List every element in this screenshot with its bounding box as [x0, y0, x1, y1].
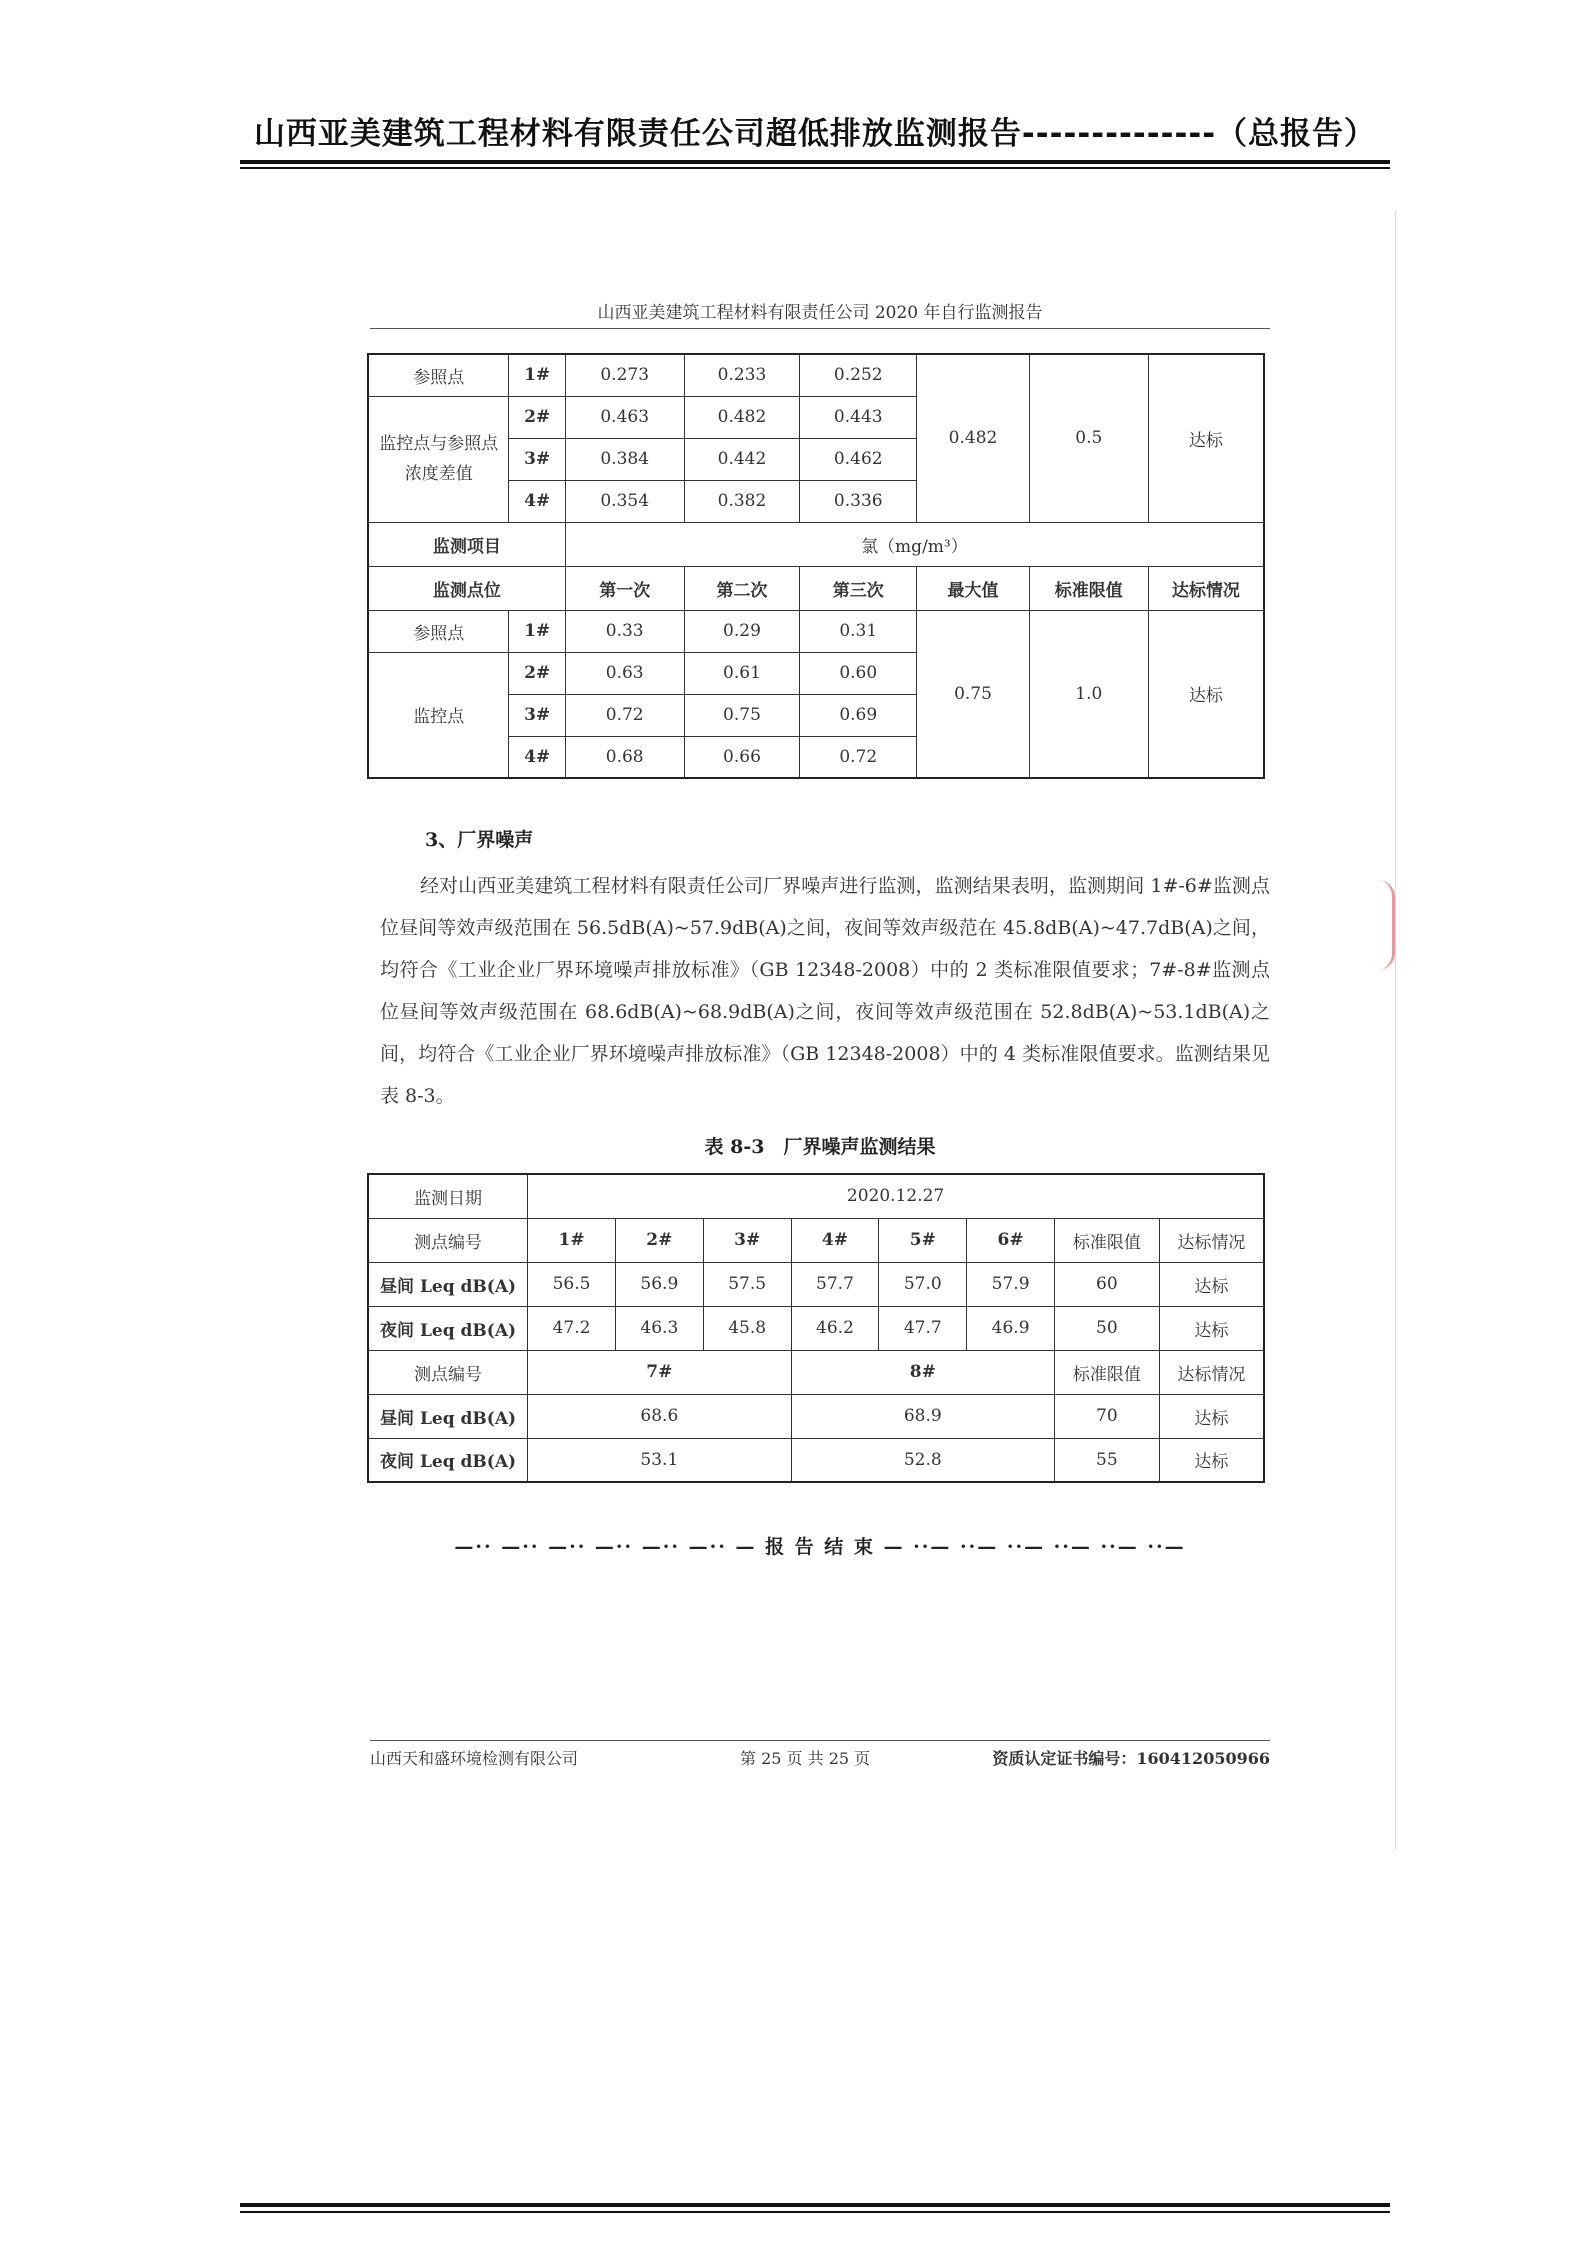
table-cell: 0.354 — [565, 480, 684, 522]
table-cell: 0.75 — [684, 694, 800, 736]
limit-value: 55 — [1055, 1438, 1160, 1482]
footer-company: 山西天和盛环境检测有限公司 — [370, 1749, 579, 1768]
bottom-rule-thin — [240, 2211, 1390, 2213]
noise-table — [367, 1173, 1265, 1483]
ref-point-label: 参照点 — [368, 610, 509, 652]
table-cell: 68.6 — [528, 1394, 791, 1438]
paragraph-text: 经对山西亚美建筑工程材料有限责任公司厂界噪声进行监测，监测结果表明，监测期间 1#-6#监测点位昼间等效声级范围在 56.5dB(A)~57.9dB(A)之间，夜间等效声级范在 45.8dB(A)~47.7dB(A)之间，均符合《工业企业厂界环境噪声排放标准》（GB 12348-2008）中的 2 类标准限值要求；7#-8#监测点位昼间等效声级范围在 68.6dB(A)~68.9dB(A)之间，夜间等效声级范围在 52.8dB(A)~53.1dB(A)之间，均符合《工业企业厂界环境噪声排放标准》（GB 12348-2008）中的 4 类标准限值要求。监测结果见表 8-3。 — [380, 875, 1270, 1107]
table-cell: 0.482 — [684, 396, 800, 438]
point-id: 2# — [615, 1218, 703, 1262]
table-caption: 表 8-3 厂界噪声监测结果 — [704, 1136, 936, 1158]
limit-label: 标准限值 — [1055, 1350, 1160, 1394]
status-value: 达标 — [1159, 1262, 1264, 1306]
ref-point-id: 1# — [509, 354, 565, 396]
limit-value: 1.0 — [1029, 610, 1148, 778]
date-value: 2020.12.27 — [528, 1174, 1264, 1218]
point-id: 4# — [791, 1218, 879, 1262]
table-cell: 0.72 — [800, 736, 917, 778]
section-title: 3、厂界噪声 — [425, 829, 534, 851]
table-cell: 0.233 — [684, 354, 800, 396]
day-label: 昼间 Leq dB(A) — [368, 1394, 528, 1438]
item-label: 监测项目 — [368, 522, 565, 566]
point-id: 6# — [967, 1218, 1055, 1262]
point-id: 3# — [509, 694, 565, 736]
table-cell: 56.5 — [528, 1262, 616, 1306]
point-id: 4# — [509, 736, 565, 778]
point-id: 2# — [509, 396, 565, 438]
inner-report-header: 山西亚美建筑工程材料有限责任公司 2020 年自行监测报告 — [597, 303, 1043, 323]
status-value: 达标 — [1159, 1394, 1264, 1438]
table-cell: 0.63 — [565, 652, 684, 694]
table-cell: 68.9 — [791, 1394, 1054, 1438]
status-value: 达标 — [1148, 610, 1264, 778]
point-label: 测点编号 — [368, 1350, 528, 1394]
limit-value: 60 — [1055, 1262, 1160, 1306]
table-cell: 46.3 — [615, 1306, 703, 1350]
status-label: 达标情况 — [1159, 1218, 1264, 1262]
table-cell: 0.336 — [800, 480, 917, 522]
point-id: 4# — [509, 480, 565, 522]
table-cell: 0.442 — [684, 438, 800, 480]
status-value: 达标 — [1159, 1306, 1264, 1350]
col-header: 最大值 — [917, 566, 1030, 610]
table-cell: 47.7 — [879, 1306, 967, 1350]
scan-page-edge — [1395, 210, 1396, 1850]
table-cell: 45.8 — [703, 1306, 791, 1350]
table-cell: 0.273 — [565, 354, 684, 396]
emission-table — [367, 353, 1265, 779]
report-end-line: —·· —·· —·· —·· —·· —·· — 报 告 结 束 — ··— ··— ··— ··— ··— ··— — [454, 1536, 1186, 1558]
table-cell: 57.7 — [791, 1262, 879, 1306]
point-id: 3# — [509, 438, 565, 480]
limit-value: 50 — [1055, 1306, 1160, 1350]
ref-point-id: 1# — [509, 610, 565, 652]
table-cell: 0.463 — [565, 396, 684, 438]
table-cell: 46.2 — [791, 1306, 879, 1350]
limit-value: 0.5 — [1029, 354, 1148, 522]
stamp-fragment — [1378, 880, 1395, 970]
table-cell: 0.31 — [800, 610, 917, 652]
table-cell: 56.9 — [615, 1262, 703, 1306]
table-cell: 0.69 — [800, 694, 917, 736]
header-rule-thin — [240, 167, 1390, 169]
bottom-rule-thick — [240, 2203, 1390, 2207]
point-id: 3# — [703, 1218, 791, 1262]
col-header: 监测点位 — [368, 566, 565, 610]
item-value: 氯（mg/m³） — [565, 522, 1264, 566]
footer-certificate: 资质认定证书编号：160412050966 — [992, 1749, 1270, 1768]
table-cell: 0.382 — [684, 480, 800, 522]
point-id: 2# — [509, 652, 565, 694]
diff-label: 监控点与参照点浓度差值 — [368, 396, 509, 522]
point-id: 8# — [791, 1350, 1054, 1394]
table-cell: 0.384 — [565, 438, 684, 480]
col-header: 标准限值 — [1029, 566, 1148, 610]
table-cell: 57.5 — [703, 1262, 791, 1306]
status-label: 达标情况 — [1159, 1350, 1264, 1394]
status-value: 达标 — [1148, 354, 1264, 522]
col-header: 达标情况 — [1148, 566, 1264, 610]
noise-paragraph — [380, 865, 1270, 1117]
footer-page-number: 第 25 页 共 25 页 — [740, 1749, 871, 1768]
table-cell: 52.8 — [791, 1438, 1054, 1482]
table-cell: 0.29 — [684, 610, 800, 652]
table-cell: 0.68 — [565, 736, 684, 778]
day-label: 昼间 Leq dB(A) — [368, 1262, 528, 1306]
point-label: 测点编号 — [368, 1218, 528, 1262]
monitor-label: 监控点 — [368, 652, 509, 778]
status-value: 达标 — [1159, 1438, 1264, 1482]
col-header: 第一次 — [565, 566, 684, 610]
table-cell: 57.9 — [967, 1262, 1055, 1306]
table-cell: 0.443 — [800, 396, 917, 438]
table-cell: 0.252 — [800, 354, 917, 396]
col-header: 第三次 — [800, 566, 917, 610]
page-header: 山西亚美建筑工程材料有限责任公司超低排放监测报告--------------（总报告） — [253, 116, 1377, 152]
table-cell: 57.0 — [879, 1262, 967, 1306]
table-cell: 0.61 — [684, 652, 800, 694]
point-id: 1# — [528, 1218, 616, 1262]
point-id: 7# — [528, 1350, 791, 1394]
footer-rule — [370, 1740, 1270, 1741]
table-cell: 46.9 — [967, 1306, 1055, 1350]
date-label: 监测日期 — [368, 1174, 528, 1218]
table-cell: 53.1 — [528, 1438, 791, 1482]
inner-header-rule — [370, 328, 1270, 329]
table-cell: 0.462 — [800, 438, 917, 480]
col-header: 第二次 — [684, 566, 800, 610]
limit-label: 标准限值 — [1055, 1218, 1160, 1262]
table-cell: 47.2 — [528, 1306, 616, 1350]
table-cell: 0.33 — [565, 610, 684, 652]
limit-value: 70 — [1055, 1394, 1160, 1438]
ref-point-label: 参照点 — [368, 354, 509, 396]
max-value: 0.482 — [917, 354, 1030, 522]
table-cell: 0.66 — [684, 736, 800, 778]
point-id: 5# — [879, 1218, 967, 1262]
max-value: 0.75 — [917, 610, 1030, 778]
table-cell: 0.72 — [565, 694, 684, 736]
header-rule-thick — [240, 160, 1390, 164]
night-label: 夜间 Leq dB(A) — [368, 1438, 528, 1482]
night-label: 夜间 Leq dB(A) — [368, 1306, 528, 1350]
table-cell: 0.60 — [800, 652, 917, 694]
